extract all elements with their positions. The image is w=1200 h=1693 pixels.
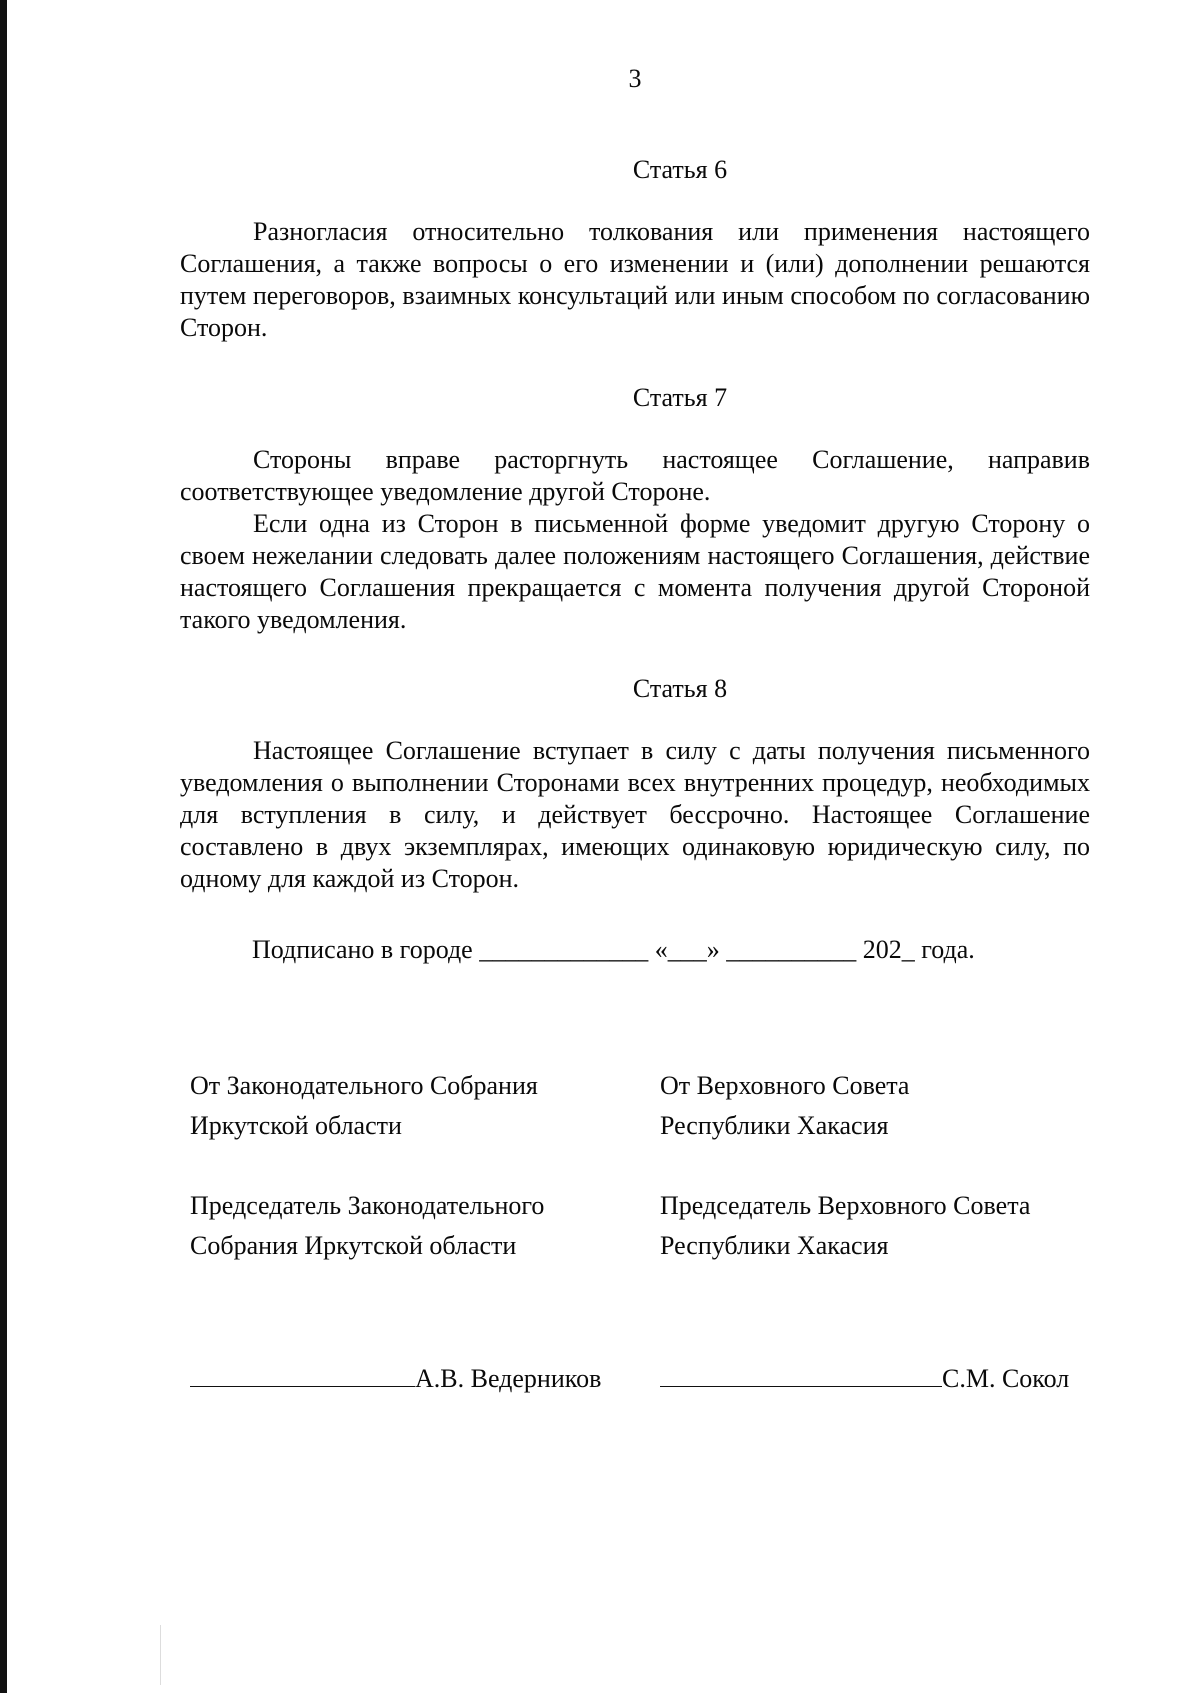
article-title: Статья 6 [632, 155, 728, 184]
article-paragraph: Если одна из Сторон в письменной форме уведомит другую Сторону о своем нежелании следовать далее положениям настоящего Соглашения, действие настоящего Соглашения прекращается с момента получения другой Стороной такого уведомления. [180, 509, 1090, 634]
right-party-from-line2: Республики Хакасия [660, 1111, 889, 1140]
article-paragraph: Разногласия относительно толкования или применения настоящего Соглашения, а также вопросы о его изменении и (или) дополнении решаются путем переговоров, взаимных консультаций или иным способом по согласованию Сторон. [180, 217, 1090, 342]
left-party-block [190, 1066, 538, 1146]
left-party-from-line2: Иркутской области [190, 1111, 402, 1140]
article-title: Статья 8 [632, 674, 728, 703]
right-signatory-name: С.М. Сокол [942, 1364, 1070, 1393]
right-party-title-line2: Республики Хакасия [660, 1231, 889, 1260]
right-party-title-line1: Председатель Верховного Совета [660, 1191, 1031, 1220]
article-title: Статья 7 [632, 383, 728, 412]
left-party-title-line1: Председатель Законодательного [190, 1191, 545, 1220]
right-signature-block [660, 1364, 1069, 1394]
right-party-from-line1: От Верховного Совета [660, 1071, 910, 1100]
left-party-from-line1: От Законодательного Собрания [190, 1071, 538, 1100]
signed-place-date-line: Подписано в городе _____________ «___» __________ 202_ года. [252, 935, 975, 964]
left-party-title-block [190, 1186, 544, 1266]
right-party-title-block [660, 1186, 1030, 1266]
left-signatory-name: А.В. Ведерников [415, 1364, 602, 1393]
page-number: 3 [628, 64, 642, 93]
article-6 [180, 154, 1090, 344]
left-signature-line [190, 1364, 415, 1387]
right-party-block [660, 1066, 909, 1146]
left-signature-block [190, 1364, 601, 1394]
article-7 [180, 382, 1090, 636]
left-party-title-line2: Собрания Иркутской области [190, 1231, 517, 1260]
article-8 [180, 673, 1090, 895]
scan-artifact [160, 1625, 161, 1685]
article-paragraph: Настоящее Соглашение вступает в силу с даты получения письменного уведомления о выполнении Сторонами всех внутренних процедур, необходимых для вступления в силу, и действует бессрочно. Настоящее Соглашение составлено в двух экземплярах, имеющих одинаковую юридическую силу, по одному для каждой из Сторон. [180, 736, 1090, 893]
right-signature-line [660, 1364, 942, 1387]
article-paragraph: Стороны вправе расторгнуть настоящее Соглашение, направив соответствующее уведомление другой Стороне. [180, 445, 1090, 506]
